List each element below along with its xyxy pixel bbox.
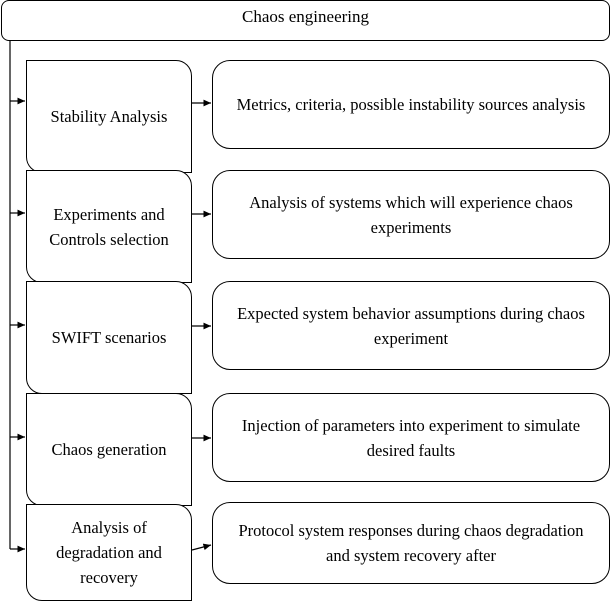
stage-detail-label: Expected system behavior assumptions during chaos experiment: [237, 303, 585, 348]
stage-detail-swift-scenarios: [212, 281, 610, 370]
stage-step-chaos-generation: [26, 393, 192, 506]
stage-step-swift-scenarios: [26, 281, 192, 394]
stage-step-label: Experiments and Controls selection: [49, 204, 169, 249]
stage-step-degradation-recovery: [26, 504, 192, 601]
root-node: [1, 0, 610, 41]
stage-detail-label: Analysis of systems which will experience chaos experiments: [249, 192, 573, 237]
stage-step-label: Analysis of degradation and recovery: [56, 518, 162, 587]
stage-detail-label: Injection of parameters into experiment to simulate desired faults: [241, 415, 581, 460]
stage-step-stability-analysis: [26, 60, 192, 173]
step-arrow: [192, 545, 211, 550]
stage-step-experiments-controls: [26, 170, 192, 283]
stage-detail-label: Protocol system responses during chaos degradation and system recovery after: [238, 521, 584, 565]
stage-detail-stability-analysis: [212, 60, 610, 149]
stage-step-label: SWIFT scenarios: [51, 328, 167, 347]
stage-detail-degradation-recovery: [212, 502, 610, 584]
stage-step-label: Chaos generation: [51, 440, 167, 459]
stage-step-label: Stability Analysis: [50, 107, 168, 126]
stage-detail-experiments-controls: [212, 170, 610, 259]
root-label: Chaos engineering: [242, 7, 369, 26]
stage-detail-label: Metrics, criteria, possible instability sources analysis: [236, 95, 586, 114]
stage-detail-chaos-generation: [212, 393, 610, 482]
